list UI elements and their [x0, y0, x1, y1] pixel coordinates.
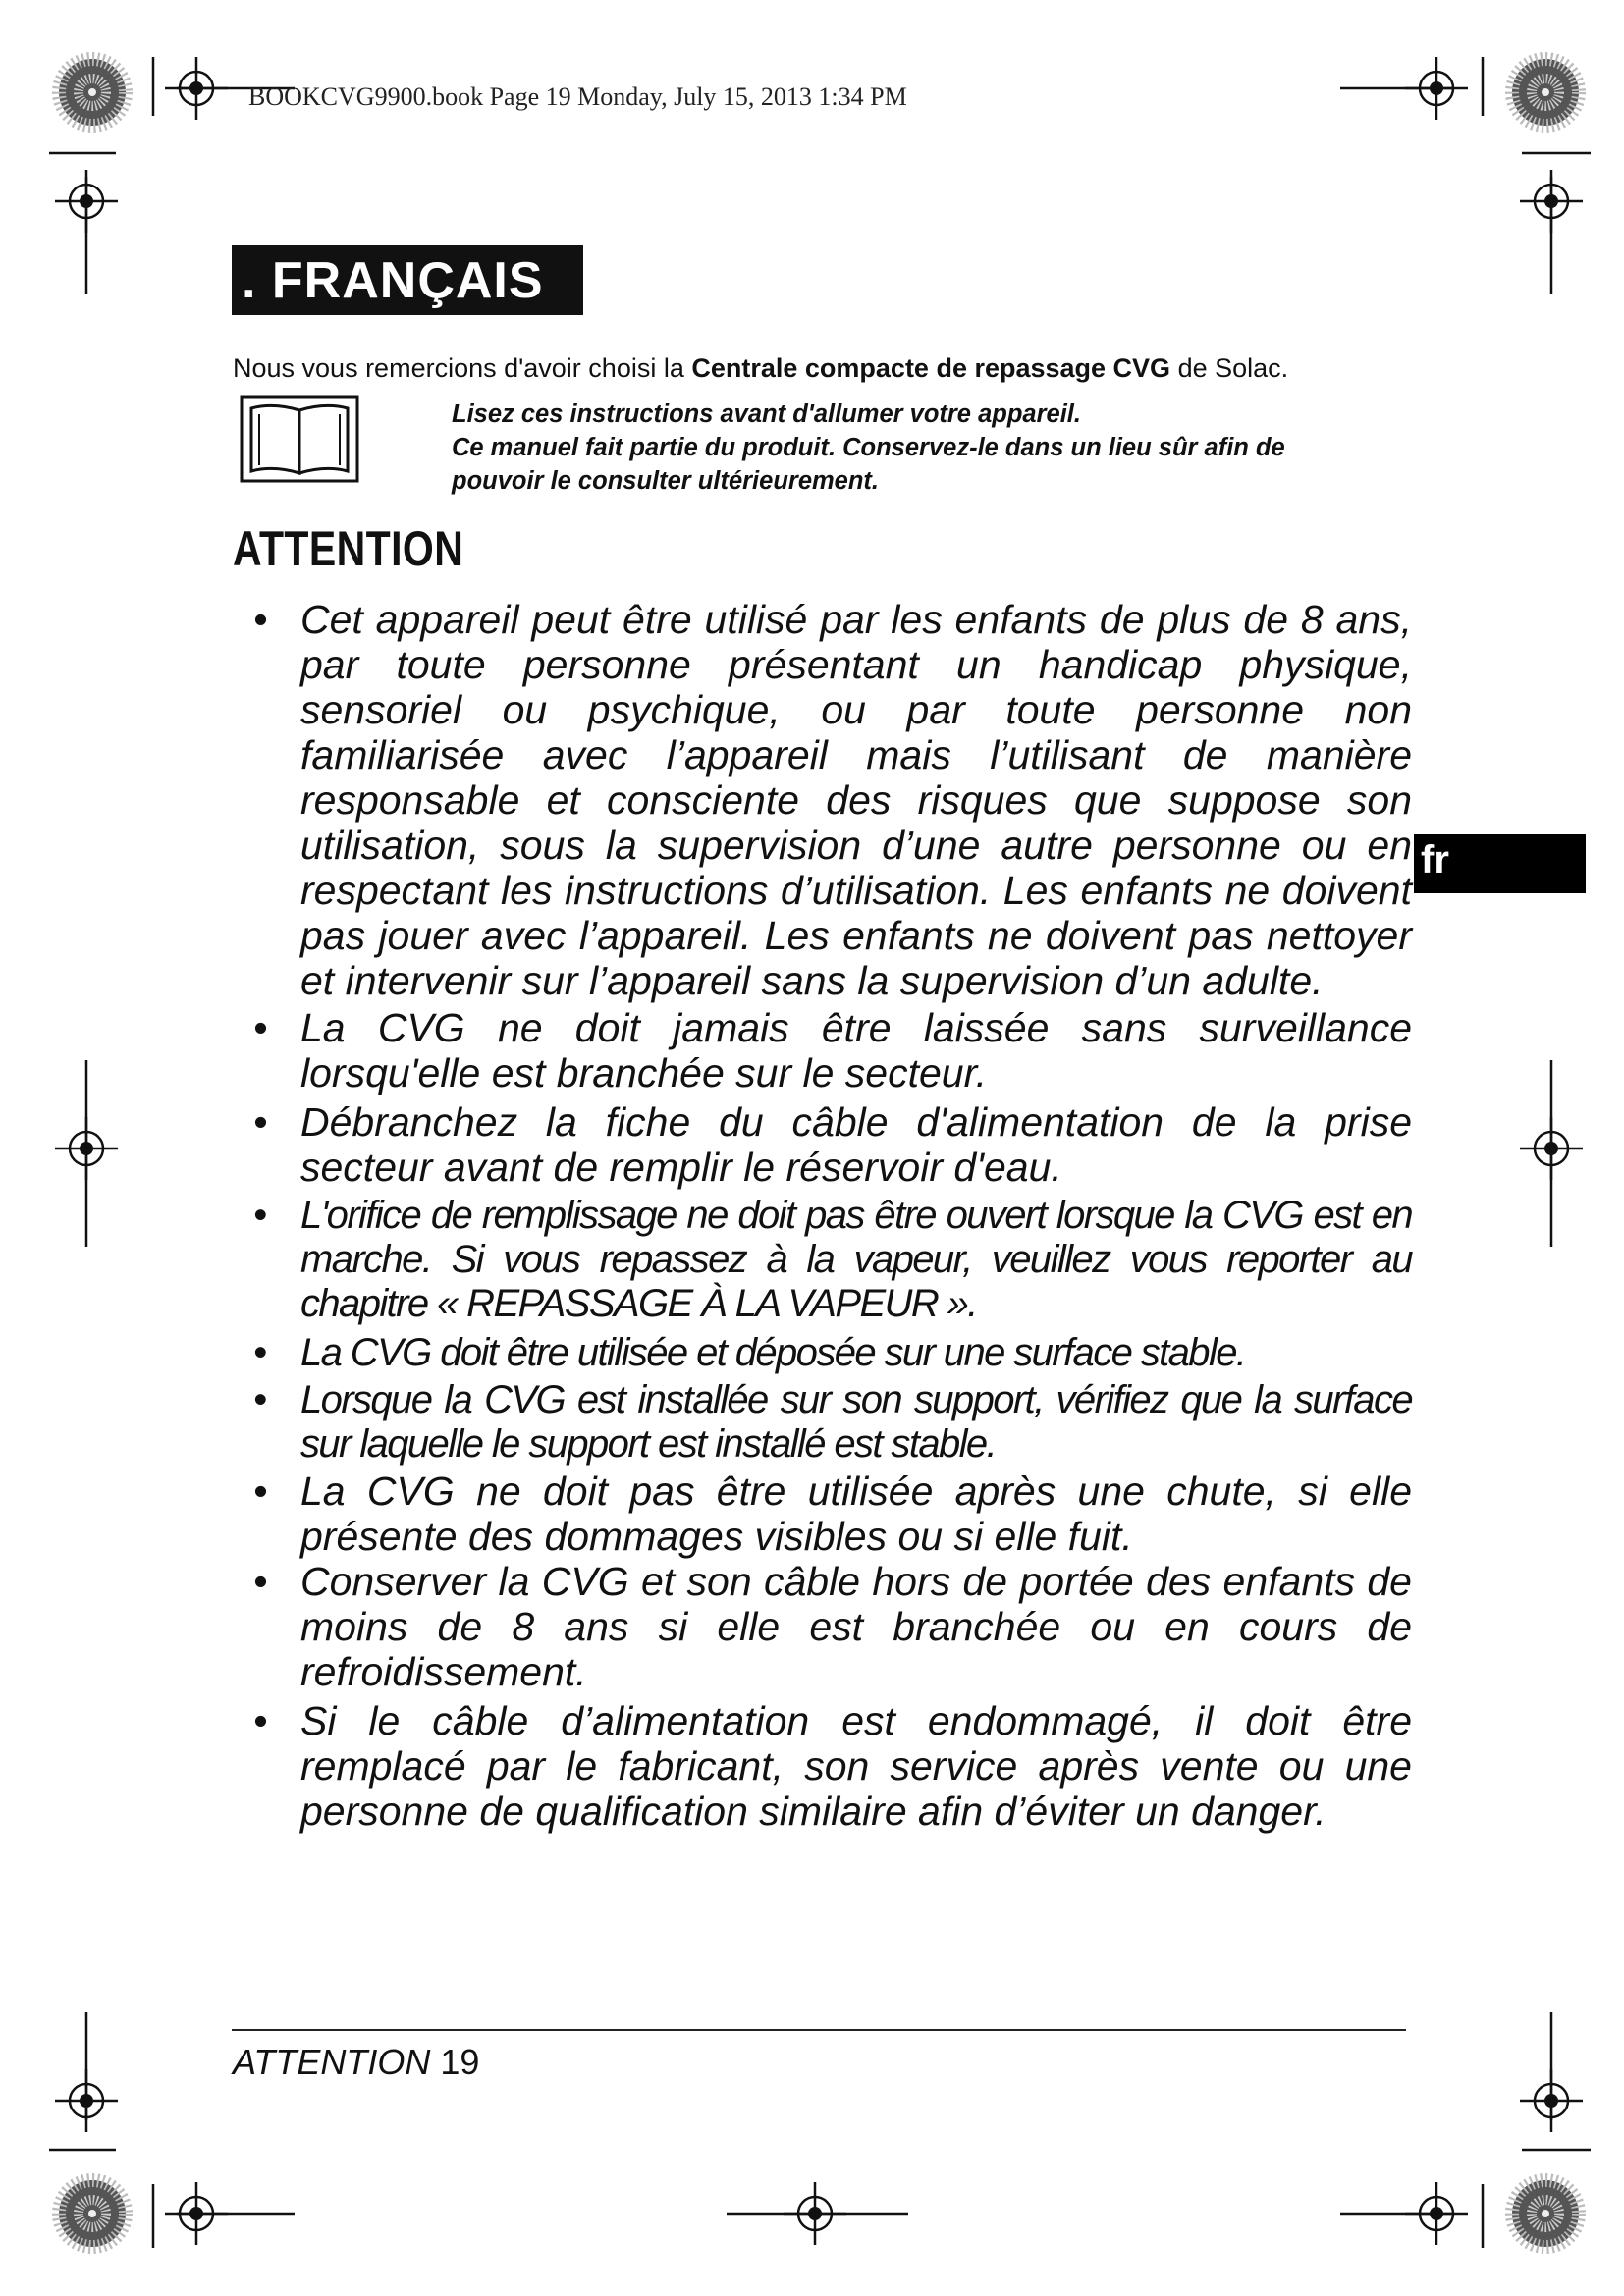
warning-item [253, 1194, 1412, 1326]
print-header: BOOKCVG9900.book Page 19 Monday, July 15, 2013 1:34 PM [248, 82, 907, 111]
warning-text: Si le câble d’alimentation est endommagé, il doit être remplacé par le fabricant, son service après vente ou une personne de qualification similaire afin d’éviter un danger. [300, 1698, 1412, 1834]
bullet: • [253, 1005, 268, 1050]
warning-item [253, 1378, 1412, 1467]
read-instructions-notice [452, 398, 1414, 498]
intro-suffix: de Solac. [1170, 353, 1289, 383]
intro-prefix: Nous vous remercions d'avoir choisi la [233, 353, 692, 383]
bullet: • [253, 1468, 268, 1514]
bullet: • [253, 1378, 266, 1421]
bullet: • [253, 1559, 268, 1604]
attention-heading: ATTENTION [233, 521, 464, 576]
bullet: • [253, 1698, 268, 1743]
warning-text: La CVG ne doit jamais être laissée sans surveillance lorsqu'elle est branchée sur le secteur. [300, 1005, 1412, 1095]
warning-text: Conserver la CVG et son câble hors de portée des enfants de moins de 8 ans si elle est branchée ou en cours de refroidissement. [300, 1559, 1412, 1694]
bullet: • [253, 1099, 268, 1145]
warning-item [253, 1559, 1412, 1694]
warning-text: L'orifice de remplissage ne doit pas être ouvert lorsque la CVG est en marche. Si vous repassez à la vapeur, veuillez vous reporter au chapitre « REPASSAGE À LA VAPEUR ». [300, 1194, 1412, 1325]
intro-product: Centrale compacte de repassage CVG [691, 353, 1171, 383]
page-footer [233, 2042, 479, 2083]
warning-list [253, 597, 1412, 1834]
warning-text: La CVG ne doit pas être utilisée après une chute, si elle présente des dommages visibles ou si elle fuit. [300, 1468, 1412, 1559]
language-tab [1414, 834, 1586, 893]
warning-item [253, 597, 1412, 1003]
warning-item [253, 1005, 1412, 1095]
footer-section-label: ATTENTION [233, 2042, 431, 2082]
language-tab-label: fr [1421, 838, 1449, 881]
section-title: . FRANÇAIS [242, 252, 544, 309]
page-number: 19 [440, 2042, 480, 2082]
warning-text: Cet appareil peut être utilisé par les enfants de plus de 8 ans, par toute personne présentant un handicap physique, sensoriel ou psychique, ou par toute personne non familiarisée avec l’appareil mais l’utilisant de manière responsable et consciente des risques que suppose son utilisation, sous la supervision d’une autre personne ou en respectant les instructions d’utilisation. Les enfants ne doivent pas jouer avec l’appareil. Les enfants ne doivent pas nettoyer et intervenir sur l’appareil sans la supervision d’un adulte. [300, 597, 1412, 1003]
bullet: • [253, 597, 268, 642]
warning-item [253, 1099, 1412, 1190]
bullet: • [253, 1194, 266, 1237]
warning-text: Lorsque la CVG est installée sur son support, vérifiez que la surface sur laquelle le support est installé est stable. [300, 1378, 1412, 1466]
intro-sentence [233, 353, 1411, 384]
section-title-tab [232, 245, 583, 315]
warning-item [253, 1468, 1412, 1559]
notice-line: Ce manuel fait partie du produit. Conservez-le dans un lieu sûr afin de [452, 434, 1285, 461]
bullet: • [253, 1331, 266, 1374]
notice-line: Lisez ces instructions avant d'allumer votre appareil. [452, 400, 1081, 428]
warning-item [253, 1698, 1412, 1834]
open-book-icon [240, 395, 359, 483]
footer-divider [232, 2029, 1406, 2031]
warning-text: Débranchez la fiche du câble d'alimentation de la prise secteur avant de remplir le réservoir d'eau. [300, 1099, 1412, 1190]
warning-item [253, 1331, 1412, 1375]
warning-text: La CVG doit être utilisée et déposée sur une surface stable. [300, 1331, 1246, 1374]
notice-line: pouvoir le consulter ultérieurement. [452, 467, 880, 495]
